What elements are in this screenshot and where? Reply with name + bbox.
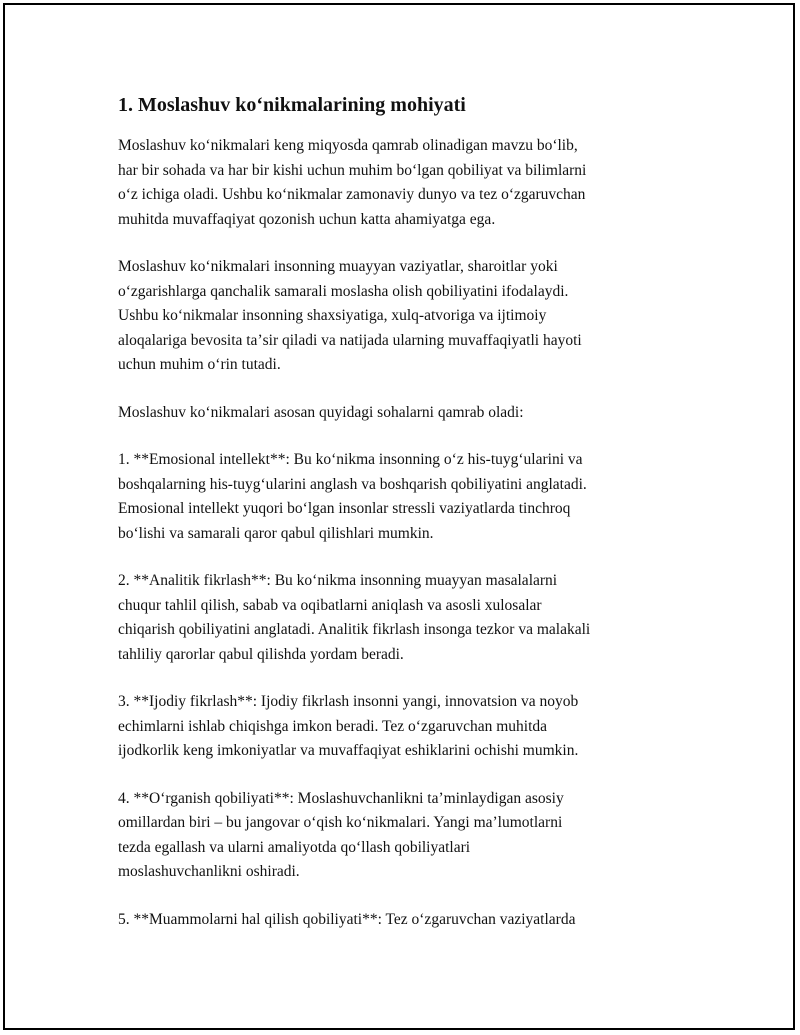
text-line: echimlarni ishlab chiqishga imkon beradi. Tez oʻzgaruvchan muhitda	[118, 717, 548, 735]
paragraph-intro	[118, 134, 678, 232]
text-line: chiqarish qobiliyatini anglatadi. Analitik fikrlash insonga tezkor va malakali	[118, 621, 591, 638]
text-line: Emosional intellekt yuqori boʻlgan insonlar stressli vaziyatlarda tinchroq	[118, 500, 571, 517]
text-line: chuqur tahlil qilish, sabab va oqibatlarni aniqlash va asosli xulosalar	[118, 596, 542, 614]
text-line: muhitda muvaffaqiyat qozonish uchun katta ahamiyatga ega.	[118, 210, 496, 228]
text-line: Moslashuv koʻnikmalari asosan quyidagi sohalarni qamrab oladi:	[118, 403, 524, 421]
text-line: 5. **Muammolarni hal qilish qobiliyati**: Tez oʻzgaruvchan vaziyatlarda	[118, 910, 576, 928]
text-line: ijodkorlik keng imkoniyatlar va muvaffaqiyat eshiklarini ochishi mumkin.	[118, 742, 579, 759]
text-line: har bir sohada va har bir kishi uchun muhim boʻlgan qobiliyat va bilimlarni	[118, 161, 587, 179]
paragraph-areas-intro	[118, 401, 678, 426]
text-line: 3. **Ijodiy fikrlash**: Ijodiy fikrlash insonni yangi, innovatsion va noyob	[118, 693, 579, 710]
text-line: 4. **Oʻrganish qobiliyati**: Moslashuvchanlikni taʼminlaydigan asosiy	[118, 789, 564, 807]
section-heading: 1. Moslashuv koʻnikmalarining mohiyati	[118, 94, 466, 116]
paragraph-definition	[118, 255, 678, 378]
text-line: 1. **Emosional intellekt**: Bu koʻnikma insonning oʻz his-tuygʻularini va	[118, 451, 583, 468]
list-item-learning-ability	[118, 787, 678, 885]
text-line: Moslashuv koʻnikmalari insonning muayyan vaziyatlar, sharoitlar yoki	[118, 258, 558, 275]
text-line: oʻzgarishlarga qanchalik samarali moslasha olish qobiliyatini ifodalaydi.	[118, 282, 569, 300]
text-line: boshqalarning his-tuygʻularini anglash va boshqarish qobiliyatini anglatadi.	[118, 475, 587, 493]
text-line: Moslashuv koʻnikmalari keng miqyosda qamrab olinadigan mavzu boʻlib,	[118, 137, 578, 154]
text-line: omillardan biri – bu jangovar oʻqish koʻnikmalari. Yangi maʼlumotlarni	[118, 814, 563, 831]
text-line: boʻlishi va samarali qaror qabul qilishlari mumkin.	[118, 524, 434, 542]
list-item-analytical-thinking	[118, 569, 678, 667]
text-line: moslashuvchanlikni oshiradi.	[118, 863, 300, 880]
text-line: tahliliy qarorlar qabul qilishda yordam beradi.	[118, 645, 404, 663]
text-line: 2. **Analitik fikrlash**: Bu koʻnikma insonning muayyan masalalarni	[118, 572, 558, 589]
list-item-problem-solving	[118, 908, 678, 933]
text-line: tezda egallash va ularni amaliyotda qoʻllash qobiliyatlari	[118, 838, 471, 856]
list-item-emotional-intelligence	[118, 448, 678, 546]
list-item-creative-thinking	[118, 690, 678, 764]
text-line: aloqalariga bevosita taʼsir qiladi va natijada ularning muvaffaqiyatli hayoti	[118, 331, 582, 349]
text-line: Ushbu koʻnikmalar insonning shaxsiyatiga, xulq-atvoriga va ijtimoiy	[118, 307, 547, 324]
text-line: oʻz ichiga oladi. Ushbu koʻnikmalar zamonaviy dunyo va tez oʻzgaruvchan	[118, 186, 586, 203]
text-line: uchun muhim oʻrin tutadi.	[118, 356, 281, 373]
document-body	[118, 90, 678, 955]
